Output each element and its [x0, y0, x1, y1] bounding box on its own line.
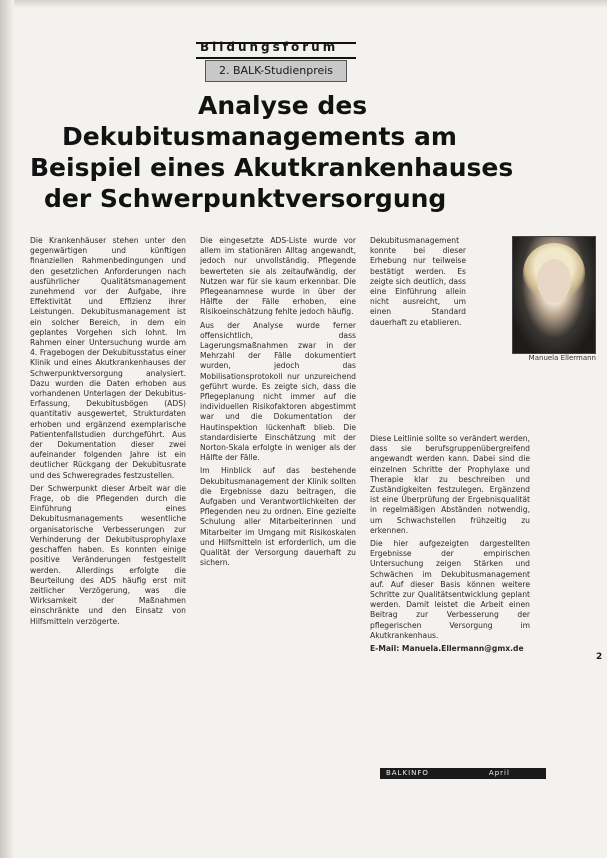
author-photo [512, 236, 596, 354]
scan-edge-left [0, 0, 14, 858]
scan-edge-top [0, 0, 607, 8]
body-column-3-top: Dekubitusmanagement konnte bei dieser Erhebung nur teilweise bestätigt werden. Es zeigte sich deutlich, dass eine Einführung allein nicht ausreicht, um einen Standard dauerhaft zu etablieren. [370, 236, 466, 327]
article-body [30, 236, 550, 756]
footer-publication: BALKINFO [386, 769, 429, 777]
page-number: 2 [596, 652, 603, 662]
footer-issue: April 2001 [386, 769, 510, 788]
body-column-3 [370, 434, 530, 657]
paragraph: Die hier aufgezeigten dargestellten Ergebnisse der empirischen Untersuchung zeigen Stärken und Schwächen im Dekubitusmanagement auf. Auf dieser Basis können weitere Schritte zur Qualitätsentwicklung geplant werden. Damit leistet die Arbeit einen Beitrag zur Verbesserung der pflegerischen Versorgung im Akutkrankenhaus. [370, 539, 530, 640]
paragraph: Der Schwerpunkt dieser Arbeit war die Frage, ob die Pflegenden durch die Einführung eines Dekubitusmanagements wesentliche organisatorische Verbesserungen zur Verhinderung der Dekubitusprophylaxe geschaffen haben. Es konnten einige positive Veränderungen festgestellt werden. Allerdings erfolgte die Beurteilung des ADS häufig erst mit zeitlicher Verzögerung, was die Wirksamkeit der Maßnahmen einschränkte und den Einsatz von Hilfsmitteln verzögerte. [30, 483, 186, 626]
paragraph: Aus der Analyse wurde ferner offensichtlich, dass Lagerungsmaßnahmen zwar in der Mehrzahl der Fälle dokumentiert wurden, jedoch das Mobilisationsprotokoll nur unzureichend geführt wurde. Es zeigte sich, dass die Pflegeplanung nicht immer auf die individuellen Risikofaktoren abgestimmt war und die Dokumentation der Hautinspektion lückenhaft blieb. Die standardisierte Einschätzung mit der Norton-Skala erfolgte in weniger als der Hälfte der Fälle. [200, 320, 356, 463]
body-column-1 [30, 236, 186, 630]
headline-line-2: Dekubitusmanagements am [62, 122, 457, 151]
body-column-2 [200, 236, 356, 572]
paragraph: Die eingesetzte ADS-Liste wurde vor allem im stationären Alltag angewandt, jedoch nur unvollständig. Pflegende bewerteten sie als zeitaufwändig, der Nutzen war für sie kaum erkennbar. Die Pflegeanamnese wurde in über der Hälfte der Fälle erhoben, eine Risikoeinschätzung fehlte jedoch häufig. [200, 236, 356, 317]
footer-bar [380, 768, 546, 788]
photo-face [537, 259, 571, 303]
headline-line-3: Beispiel eines Akutkrankenhauses [30, 153, 514, 182]
article-headline [30, 90, 570, 214]
headline-line-1: Analyse des [198, 91, 368, 120]
paragraph: Die Krankenhäuser stehen unter den gegenwärtigen und künftigen finanziellen Rahmenbedingungen und den gesetzlichen Anforderungen nach ausführlicher Qualitätsmanagement zunehmend vor der Aufgabe, ihre Effektivität und Effizienz ihrer Leistungen. Dekubitusmanagement ist ein solcher Bereich, in dem ein geplantes Vorgehen sich lohnt. Im Rahmen einer Untersuchung wurde am 4. Fragebogen der Dekubitusstatus einer Klinik und eines Akutkrankenhauses der Schwerpunktversorgung analysiert. Dazu wurden die Daten erhoben aus vorhandenen Unterlagen der Dekubitus-Erfassung, Dekubitusbögen (ADS) quantitativ ausgewertet, Strukturdaten erhoben und ergänzend exemplarische Patientenfallstudien durchgeführt. Aus der Dokumentation dieser zwei aufeinander folgenden Jahre ist ein deutlicher Rückgang der Dekubitusrate und des Schweregrades festzustellen. [30, 236, 186, 480]
section-title: Bildungsforum [200, 40, 339, 54]
headline-line-4: der Schwerpunktversorgung [44, 184, 447, 213]
photo-caption: Manuela Ellermann [528, 354, 596, 362]
author-email: E-Mail: Manuela.Ellermann@gmx.de [370, 644, 524, 654]
paragraph: Im Hinblick auf das bestehende Dekubitusmanagement der Klinik sollten die Ergebnisse dazu beitragen, die Aufgaben und Verantwortlichkeiten der Pflegenden neu zu ordnen. Eine gezielte Schulung aller Mitarbeiterinnen und Mitarbeiter im Umgang mit Risikoskalen und Hilfsmitteln ist erforderlich, um die Qualität der Versorgung dauerhaft zu sichern. [200, 466, 356, 568]
subsection-label: 2. BALK-Studienpreis [205, 60, 347, 82]
paragraph: Diese Leitlinie sollte so verändert werden, dass sie berufsgruppenübergreifend angewandt werden kann. Dabei sind die einzelnen Schritte der Prophylaxe und Therapie klar zu beschreiben und Zuständigkeiten festzulegen. Ergänzend ist eine Überprüfung der Ergebnisqualität in regelmäßigen Abständen notwendig, um Schwachstellen frühzeitig zu erkennen. [370, 434, 531, 535]
